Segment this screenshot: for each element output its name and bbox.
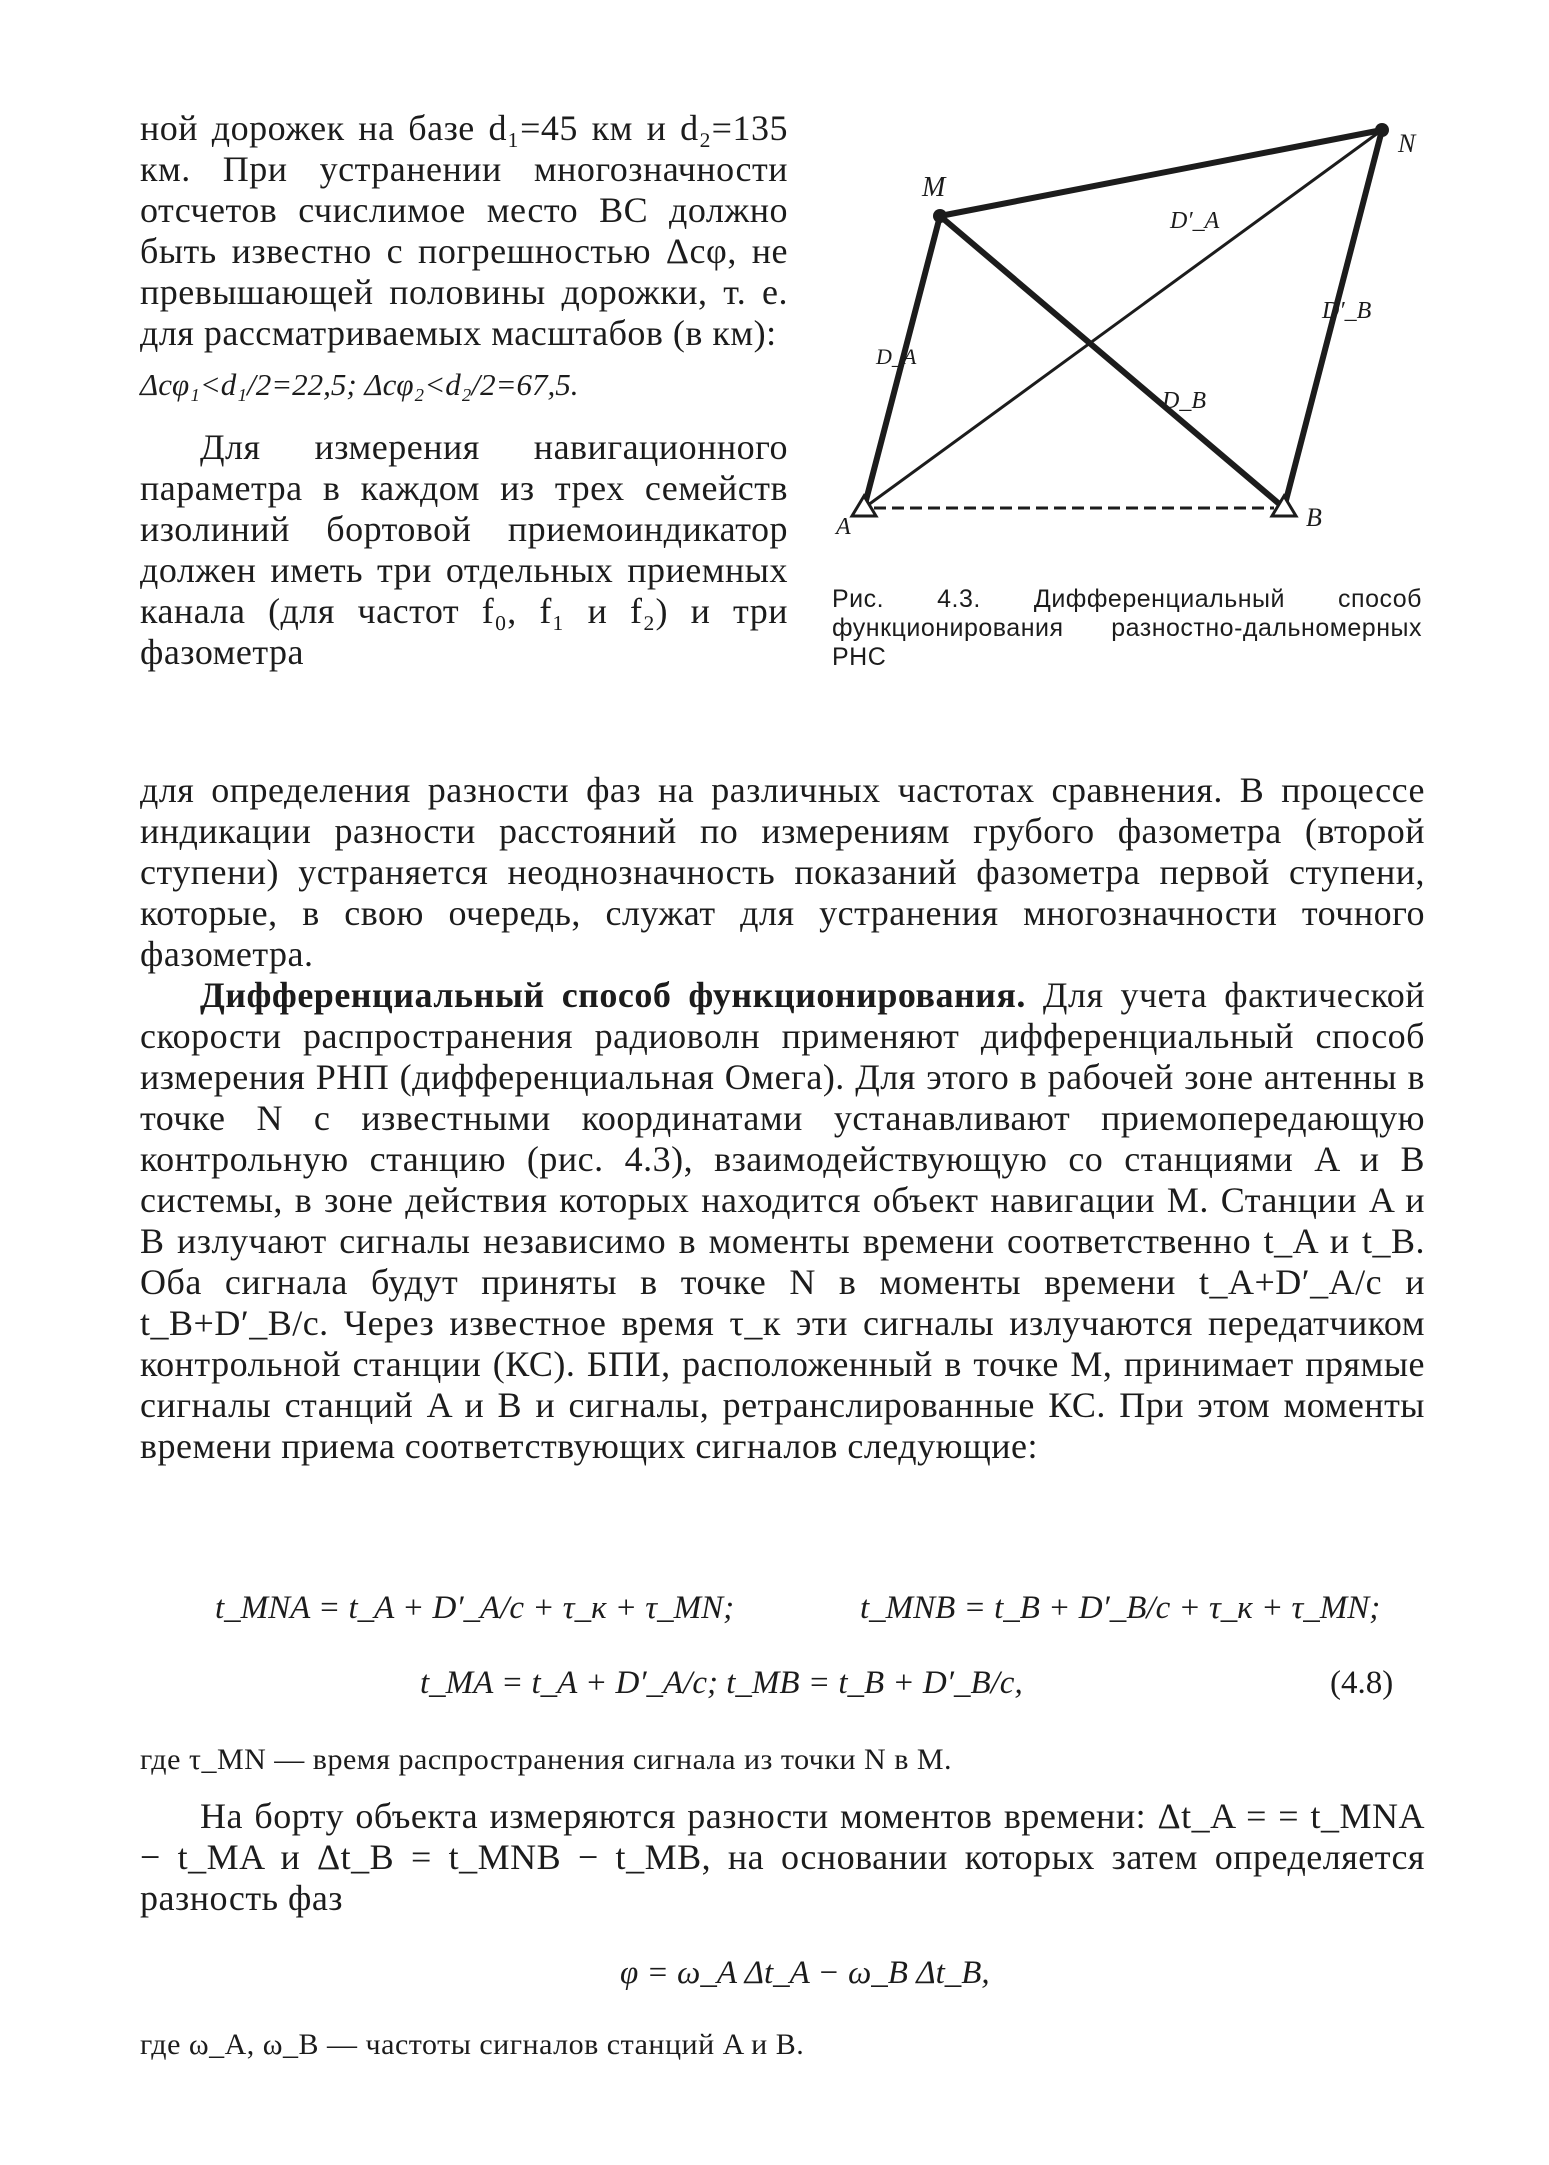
paragraph-phase-meters: Для измерения навигационного параметра в каждом из трех семейств изолиний бортовой приемоиндикатор должен иметь три отдельных приемных канала (для частот f₀, f₁ и f₂) и три фазометра [140,427,788,672]
equation-phase: φ = ω_A Δt_A − ω_B Δt_B, [620,1955,990,1991]
hidden-guide-28 [940,118,1380,160]
hidden-guide-21 [940,118,1380,160]
hidden-guide-22 [940,118,1380,160]
hidden-guide-18 [940,118,1380,160]
definition-omega: где ω_A, ω_B — частоты сигналов станций A и B. [140,2028,805,2061]
label-DB-prime: D′_B [1322,298,1372,324]
hidden-guide-20 [942,118,1382,160]
station-diagram [822,118,1442,558]
edge-M-B [940,216,1284,508]
hidden-guide-2 [942,118,1374,160]
point-N [1375,123,1389,137]
hidden-guide-23 [940,118,1380,160]
paragraph-differential-text: Для учета фактической скорости распространения радиоволн применяют дифференциальный способ измерения РНП (дифференциальная Омега). Для этого в рабочей зоне антенны в точке N с известными координатами устанавливают приемопередающую контрольную станцию (рис. 4.3), взаимодействующую со станциями A и B системы, в зоне действия которых находится объект навигации M. Станции A и B излучают сигналы независимо в моменты времени соответственно t_A и t_B. Оба сигнала будут приняты в точке N в моменты времени t_A+D′_A/c и t_B+D′_B/c. Через известное время τ_к эти сигналы излучаются передатчиком контрольной станции (КС). БПИ, расположенный в точке M, принимает прямые сигналы станций A и B и сигналы, ретранслированные КС. При этом моменты времени приема соответствующих сигналов следующие: [140,975,1425,1466]
label-N: N [1398,129,1416,158]
inequality-formula: Δcφ₁<d₁/2=22,5; Δcφ₂<d₂/2=67,5. [140,367,579,402]
equation-t-MNB: t_MNB = t_B + D′_B/c + τ_к + τ_MN; [860,1590,1381,1626]
section-heading: Дифференциальный способ функционирования. [200,975,1026,1015]
label-DB: D_B [1162,388,1206,414]
paragraph-baseline: ной дорожек на базе d₁=45 км и d₂=135 км. При устранении многозначности отсчетов счислимое место ВС должно быть известно с погрешностью Δcφ, не превышающей половины дорожки, т. е. для рассматриваемых масштабов (в км): [140,108,788,353]
paragraph-time-differences [140,1796,1425,1919]
label-DA: D_A [876,344,917,369]
hidden-guide-25 [940,118,1380,160]
label-M: M [922,172,946,203]
paragraph-differential [140,975,1425,1467]
edge-M-N [940,130,1382,216]
equation-t-MA-MB: t_MA = t_A + D′_A/c; t_MB = t_B + D′_B/c, [420,1665,1023,1701]
hidden-guide-19 [940,118,1380,160]
point-M [933,209,947,223]
hidden-guide-26 [940,118,1380,160]
hidden-guide [942,118,1372,160]
label-B: B [1306,503,1322,532]
label-DA-prime: D′_A [1170,208,1220,234]
hidden-guide-27 [940,118,1380,160]
paragraph-differential-body [140,975,1425,1467]
paragraph-text: для определения разности фаз на различных частотах сравнения. В процессе индикации разности расстояний по измерениям грубого фазометра (второй ступени) устраняется неоднозначность показаний фазометра первой ступени, которые, в свою очередь, служат для устранения многозначности точного фазометра. [140,770,1425,974]
paragraph-coarse-fine [140,770,1425,975]
hidden-guide-24 [940,118,1380,160]
figure-caption: Рис. 4.3. Дифференциальный способ функционирования разностно-дальномерных РНС [832,585,1422,671]
left-column-text [140,108,788,673]
hidden-guide-17 [942,118,1379,160]
label-A: A [836,514,851,540]
equation-number: (4.8) [1330,1665,1394,1701]
station-A-marker [852,496,876,516]
paragraph-text: На борту объекта измеряются разности моментов времени: Δt_A = = t_MNA − t_MA и Δt_B = t_MNB − t_MB, на основании которых затем определяется разность фаз [140,1796,1425,1918]
equation-t-MNA: t_MNA = t_A + D′_A/c + τ_к + τ_MN; [215,1590,735,1626]
figure-4-3 [822,118,1442,558]
definition-tau: где τ_MN — время распространения сигнала из точки N в M. [140,1743,953,1776]
